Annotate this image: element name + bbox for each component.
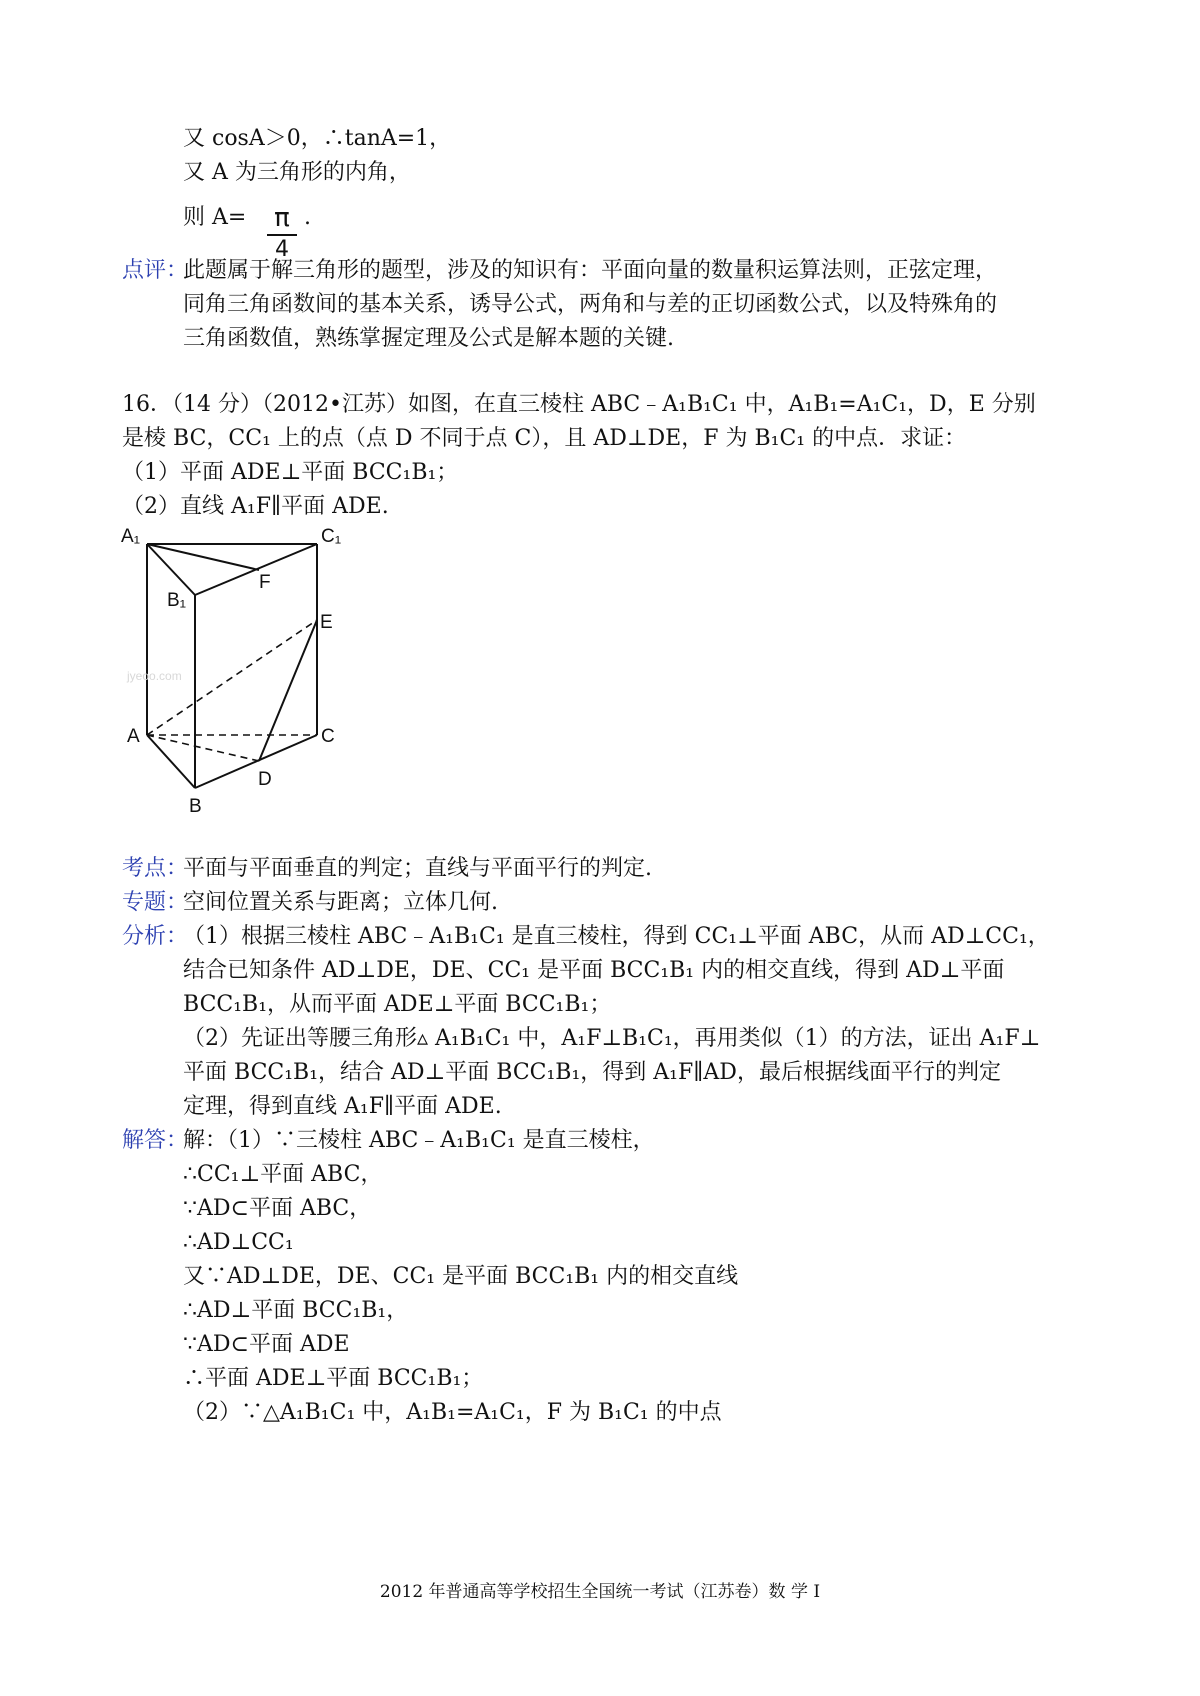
fraction-denominator: 4	[275, 237, 289, 262]
edge-a1f	[147, 544, 259, 570]
angle-prefix: 则 A=	[183, 205, 247, 230]
fenxi-line: 平面 BCC₁B₁，结合 AD⊥平面 BCC₁B₁，得到 A₁F∥AD，最后根据线面平行的判定	[183, 1060, 1001, 1085]
label-c: C	[321, 726, 335, 747]
problem-line: 16．（14 分）（2012•江苏）如图，在直三棱柱 ABC﹣A₁B₁C₁ 中，A₁B₁=A₁C₁，D，E 分别	[122, 392, 1036, 417]
jieda-line: ∴CC₁⊥平面 ABC，	[183, 1162, 383, 1187]
problem-line: 是棱 BC，CC₁ 上的点（点 D 不同于点 C），且 AD⊥DE，F 为 B₁C₁ 的中点．求证：	[122, 426, 967, 451]
angle-suffix: .	[304, 205, 311, 230]
kaodian-text: 平面与平面垂直的判定；直线与平面平行的判定.	[183, 856, 652, 881]
label-d: D	[258, 769, 272, 790]
zhuanti-text: 空间位置关系与距离；立体几何.	[183, 890, 498, 915]
jieda-line: ∵AD⊂平面 ADE	[183, 1332, 350, 1357]
jieda-label: 解答：	[122, 1128, 189, 1153]
jieda-line: ∴平面 ADE⊥平面 BCC₁B₁；	[183, 1366, 484, 1391]
jieda-line: ∴AD⊥CC₁	[183, 1230, 294, 1255]
fenxi-line: 定理，得到直线 A₁F∥平面 ADE.	[183, 1094, 502, 1119]
label-b1: B₁	[167, 590, 187, 611]
fenxi-label: 分析：	[122, 924, 189, 949]
jieda-line: （2）∵△A₁B₁C₁ 中，A₁B₁=A₁C₁，F 为 B₁C₁ 的中点	[183, 1400, 722, 1425]
prism-figure	[121, 520, 385, 835]
fraction-pi-over-4	[262, 205, 302, 262]
review-line: 三角函数值，熟练掌握定理及公式是解本题的关键.	[183, 326, 674, 351]
problem-line: （1）平面 ADE⊥平面 BCC₁B₁；	[122, 460, 459, 485]
edge-bc	[195, 735, 317, 788]
fenxi-line: （1）根据三棱柱 ABC﹣A₁B₁C₁ 是直三棱柱，得到 CC₁⊥平面 ABC，从而 AD⊥CC₁，	[183, 924, 1050, 949]
label-e: E	[320, 612, 333, 633]
jieda-line: ∵AD⊂平面 ABC，	[183, 1196, 372, 1221]
problem-line: （2）直线 A₁F∥平面 ADE.	[122, 494, 389, 519]
edge-ad-hidden	[147, 735, 259, 761]
fraction-numerator: π	[274, 203, 290, 233]
jieda-line: 又∵AD⊥DE，DE、CC₁ 是平面 BCC₁B₁ 内的相交直线	[183, 1264, 739, 1289]
edge-a1b1	[147, 544, 195, 595]
fenxi-line: （2）先证出等腰三角形▵ A₁B₁C₁ 中，A₁F⊥B₁C₁，再用类似（1）的方法，证出 A₁F⊥	[183, 1026, 1041, 1051]
jieda-line: 解：（1）∵三棱柱 ABC﹣A₁B₁C₁ 是直三棱柱，	[183, 1128, 655, 1153]
label-c1: C₁	[321, 526, 342, 547]
jieda-line: ∴AD⊥平面 BCC₁B₁，	[183, 1298, 409, 1323]
review-line: 此题属于解三角形的题型，涉及的知识有：平面向量的数量积运算法则，正弦定理，	[183, 258, 998, 283]
edge-ab	[147, 735, 195, 788]
label-a1: A₁	[121, 526, 141, 547]
label-b: B	[189, 796, 202, 817]
page-footer: 2012 年普通高等学校招生全国统一考试（江苏卷）数 学 I	[379, 1582, 821, 1602]
label-f: F	[259, 572, 271, 593]
review-line: 同角三角函数间的基本关系，诱导公式，两角和与差的正切函数公式，以及特殊角的	[183, 292, 998, 317]
text-line: 又 A 为三角形的内角，	[183, 160, 411, 185]
watermark: jyeoo.com	[127, 669, 182, 683]
review-label: 点评：	[122, 258, 189, 283]
kaodian-label: 考点：	[122, 856, 189, 881]
fenxi-line: BCC₁B₁，从而平面 ADE⊥平面 BCC₁B₁；	[183, 992, 612, 1017]
label-a: A	[127, 726, 140, 747]
text-line: 又 cosA＞0，∴tanA=1，	[183, 126, 452, 151]
fenxi-line: 结合已知条件 AD⊥DE，DE、CC₁ 是平面 BCC₁B₁ 内的相交直线，得到 AD⊥平面	[183, 958, 1005, 983]
fraction-bar	[267, 234, 297, 236]
zhuanti-label: 专题：	[122, 890, 189, 915]
